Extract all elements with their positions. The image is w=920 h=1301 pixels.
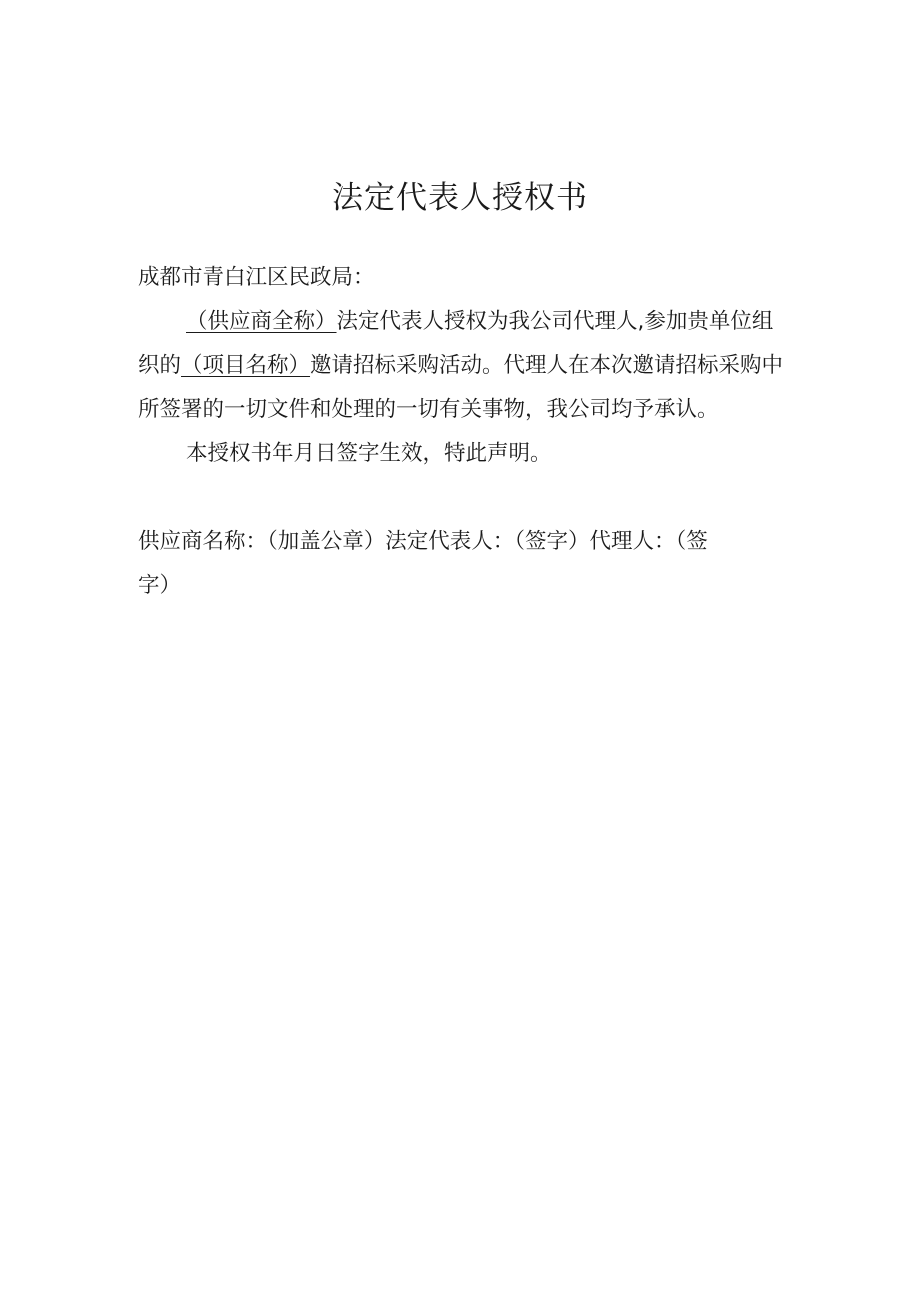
paragraph1-line1 xyxy=(138,300,798,344)
paragraph1-line1-text: 法定代表人授权为我公司代理人,参加贵单位组 xyxy=(336,309,774,334)
paragraph1-line2 xyxy=(138,344,798,388)
spacer xyxy=(138,476,798,520)
paragraph1-line3: 所签署的一切文件和处理的一切有关事物，我公司均予承认。 xyxy=(138,397,719,422)
paragraph2: 本授权书年月日签字生效，特此声明。 xyxy=(186,441,552,466)
paragraph1-line2-text: 邀请招标采购活动。代理人在本次邀请招标采购中 xyxy=(310,353,784,378)
project-name-placeholder: （项目名称） xyxy=(181,353,311,378)
signature-line1: 供应商名称：（加盖公章）法定代表人：（签字）代理人：（签 xyxy=(138,529,708,554)
document-body xyxy=(138,256,798,608)
addressee: 成都市青白江区民政局： xyxy=(138,265,375,290)
supplier-name-placeholder: （供应商全称） xyxy=(186,309,337,334)
paragraph1-line2-start: 织的 xyxy=(138,353,182,378)
signature-line2: 字） xyxy=(138,573,182,598)
document-title: 法定代表人授权书 xyxy=(332,180,588,216)
